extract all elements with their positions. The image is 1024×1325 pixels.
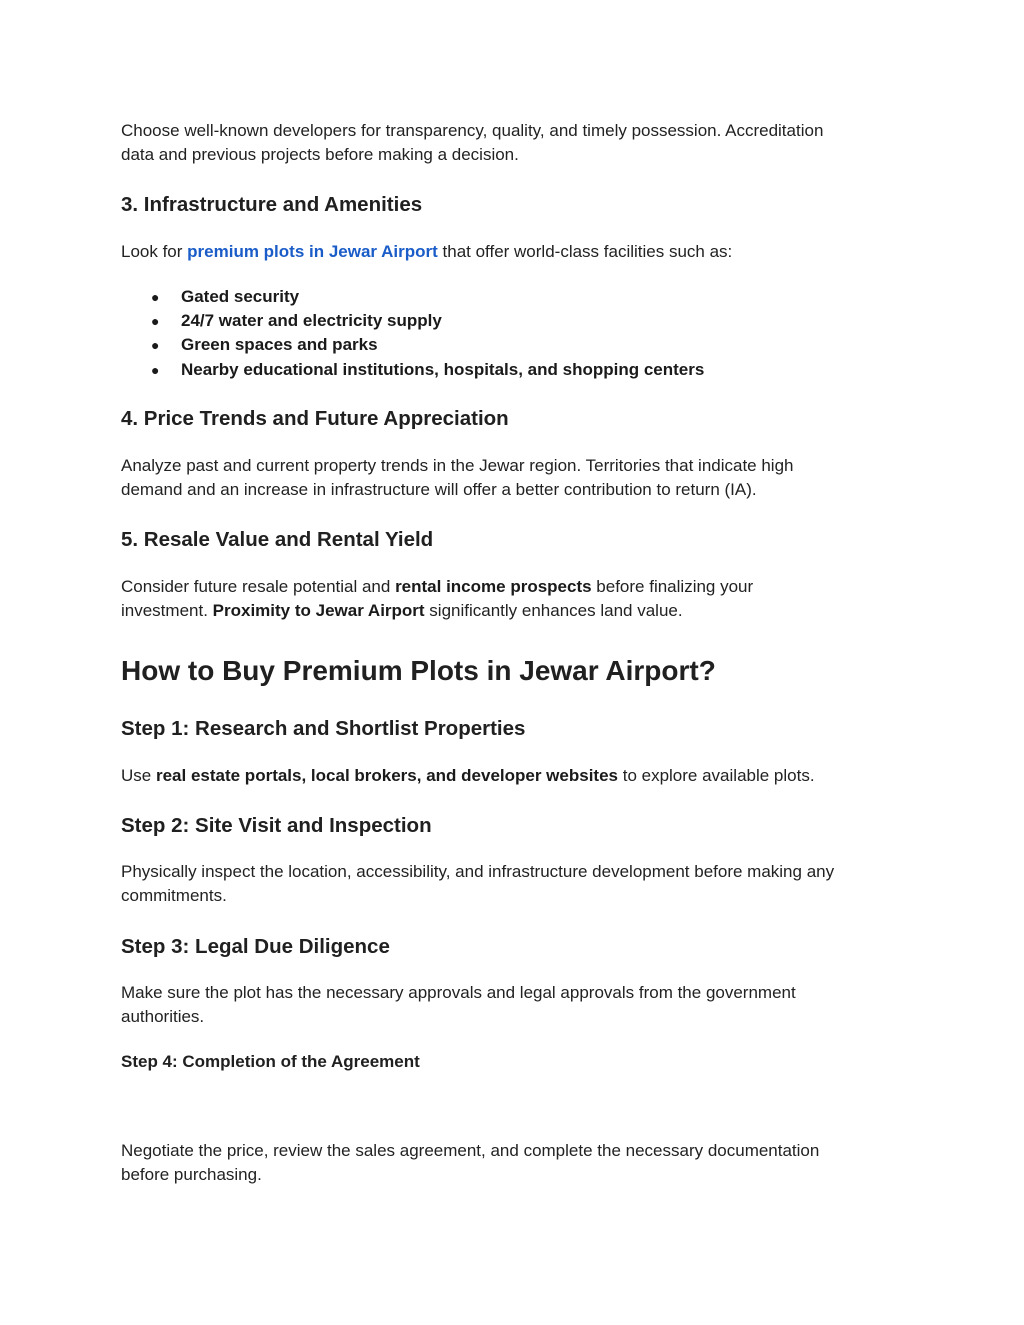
section-5-bold-text: rental income prospects <box>395 577 592 596</box>
section-3-lead-after: that offer world-class facilities such as: <box>437 242 733 261</box>
intro-paragraph-line-2: data and previous projects before making a decision. <box>121 145 519 164</box>
amenity-label: Nearby educational institutions, hospitals, and shopping centers <box>181 360 705 379</box>
step-1-paragraph <box>121 764 815 788</box>
bullet-icon: ● <box>151 313 160 329</box>
step-1-text: to explore available plots. <box>618 766 815 785</box>
step-4-heading: Step 4: Completion of the Agreement <box>121 1052 420 1071</box>
step-3-heading: Step 3: Legal Due Diligence <box>121 935 390 958</box>
step-3-paragraph-line-2: authorities. <box>121 1007 205 1026</box>
section-4-paragraph-line-2: demand and an increase in infrastructure will offer a better contribution to return (IA). <box>121 480 757 499</box>
section-5-paragraph-line-1 <box>121 575 753 599</box>
section-5-text: significantly enhances land value. <box>424 601 683 620</box>
section-4-paragraph-line-1: Analyze past and current property trends in the Jewar region. Territories that indicate high <box>121 456 794 475</box>
section-5-text: investment. <box>121 601 213 620</box>
section-3-lead <box>121 240 732 264</box>
step-2-heading: Step 2: Site Visit and Inspection <box>121 814 432 837</box>
section-5-heading: 5. Resale Value and Rental Yield <box>121 528 434 551</box>
section-5-bold-text: Proximity to Jewar Airport <box>212 601 425 620</box>
bullet-icon: ● <box>151 362 160 378</box>
bullet-icon: ● <box>151 289 160 305</box>
section-4-heading: 4. Price Trends and Future Appreciation <box>121 407 509 430</box>
step-1-heading: Step 1: Research and Shortlist Properties <box>121 717 526 740</box>
step-4-paragraph-line-1: Negotiate the price, review the sales agreement, and complete the necessary documentation <box>121 1141 820 1160</box>
amenity-label: Green spaces and parks <box>181 335 378 354</box>
step-2-paragraph-line-1: Physically inspect the location, accessibility, and infrastructure development before making any <box>121 862 835 881</box>
step-3-paragraph-line-1: Make sure the plot has the necessary approvals and legal approvals from the government <box>121 983 796 1002</box>
section-5-text: Consider future resale potential and <box>121 577 396 596</box>
intro-paragraph-line-1: Choose well-known developers for transparency, quality, and timely possession. Accreditation <box>121 121 824 140</box>
how-to-buy-heading: How to Buy Premium Plots in Jewar Airport? <box>121 655 716 686</box>
section-3-heading: 3. Infrastructure and Amenities <box>121 193 423 216</box>
amenity-list-item <box>151 358 705 382</box>
amenity-list-item <box>151 285 300 309</box>
amenity-label: Gated security <box>181 287 300 306</box>
premium-plots-link[interactable]: premium plots in Jewar Airport <box>187 242 438 261</box>
amenity-list-item <box>151 309 442 333</box>
amenity-label: 24/7 water and electricity supply <box>181 311 442 330</box>
step-2-paragraph-line-2: commitments. <box>121 886 227 905</box>
step-1-text: Use <box>121 766 156 785</box>
step-1-bold-text: real estate portals, local brokers, and developer websites <box>155 766 618 785</box>
section-5-paragraph-line-2 <box>121 599 683 623</box>
step-4-paragraph-line-2: before purchasing. <box>121 1165 262 1184</box>
section-5-text: before finalizing your <box>591 577 754 596</box>
amenity-list-item <box>151 333 378 357</box>
bullet-icon: ● <box>151 337 160 353</box>
section-3-lead-before: Look for <box>121 242 188 261</box>
